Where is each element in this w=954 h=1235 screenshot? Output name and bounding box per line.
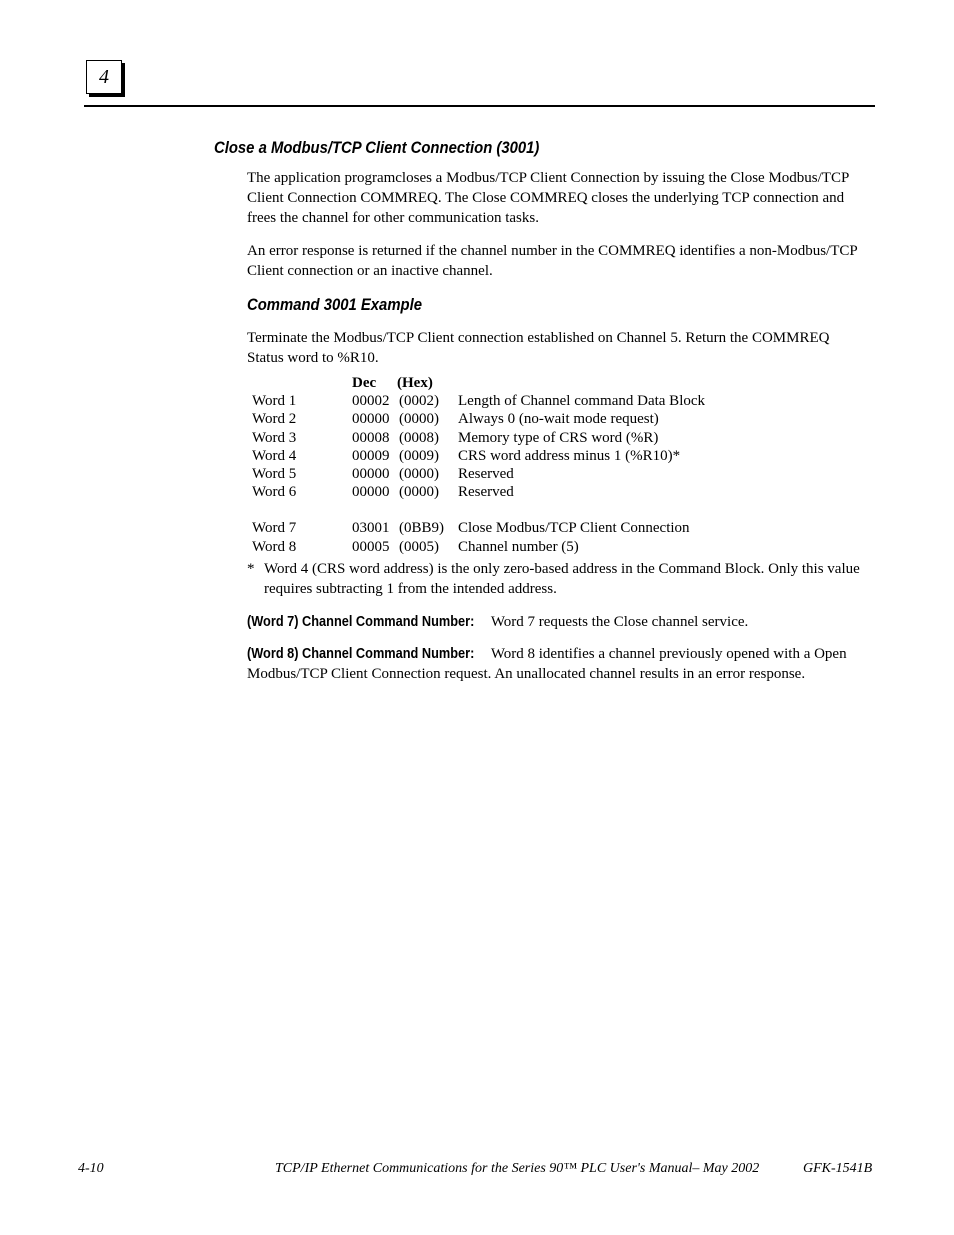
word-label: Word 4 — [252, 447, 297, 464]
hex-value: (0000) — [399, 484, 439, 501]
section-paragraph-1: The application programcloses a Modbus/TCP Client Connection by issuing the Close Modbus/TCP Client Connection COMMREQ. The Close COMMREQ closes the underlying TCP connection and frees the channel for other communication tasks. — [247, 170, 849, 226]
word-description: Always 0 (no-wait mode request) — [458, 411, 659, 428]
header-dec: Dec — [352, 375, 377, 391]
dec-value: 00009 — [352, 447, 390, 464]
word-label: Word 7 — [252, 520, 297, 537]
dec-value: 03001 — [352, 520, 390, 537]
footer-manual-title: TCP/IP Ethernet Communications for the Series 90™ PLC User's Manual– May 2002 — [275, 1161, 760, 1176]
header-rule — [84, 105, 875, 107]
hex-value: (0BB9) — [399, 520, 444, 537]
definition-word-8 — [247, 644, 867, 684]
word-label: Word 6 — [252, 484, 297, 501]
definition-term: (Word 8) Channel Command Number: — [247, 646, 475, 662]
section-title: Close a Modbus/TCP Client Connection (3001) — [214, 139, 540, 157]
word-description: CRS word address minus 1 (%R10)* — [458, 447, 681, 464]
chapter-number-box — [86, 60, 122, 94]
section-paragraph-2: An error response is returned if the channel number in the COMMREQ identifies a non-Modbus/TCP Client connection or an inactive channel. — [247, 243, 858, 279]
example-title: Command 3001 Example — [247, 296, 422, 314]
dec-value: 00000 — [352, 411, 390, 428]
word-description: Length of Channel command Data Block — [458, 393, 706, 410]
hex-value: (0009) — [399, 447, 439, 464]
word-description: Memory type of CRS word (%R) — [458, 429, 659, 446]
footnote-marker: * — [247, 561, 255, 577]
dec-value: 00000 — [352, 465, 390, 482]
hex-value: (0008) — [399, 429, 439, 446]
chapter-number: 4 — [99, 66, 109, 88]
word-label: Word 8 — [252, 538, 297, 555]
dec-value: 00002 — [352, 393, 390, 410]
word-description: Close Modbus/TCP Client Connection — [458, 520, 690, 537]
definition-text: Word 8 identifies a channel previously opened with a Open Modbus/TCP Client Connection request. An unallocated channel results in an error response. — [247, 646, 847, 682]
footer-page-number: 4-10 — [78, 1161, 104, 1176]
word-label: Word 1 — [252, 393, 297, 410]
dec-value: 00008 — [352, 429, 390, 446]
word-description: Reserved — [458, 484, 514, 501]
footnote-text: Word 4 (CRS word address) is the only zero-based address in the Command Block. Only this value requires subtracting 1 from the intended address. — [264, 561, 860, 597]
hex-value: (0002) — [399, 393, 439, 410]
word-description: Reserved — [458, 465, 514, 482]
header-hex: (Hex) — [397, 375, 433, 391]
definition-word-7 — [247, 612, 867, 632]
dec-value: 00005 — [352, 538, 390, 555]
word-label: Word 2 — [252, 411, 297, 428]
word-description: Channel number (5) — [458, 538, 579, 555]
footer-document-id: GFK-1541B — [803, 1161, 873, 1176]
dec-value: 00000 — [352, 484, 390, 501]
hex-value: (0000) — [399, 411, 439, 428]
definition-term: (Word 7) Channel Command Number: — [247, 614, 475, 630]
definition-text: Word 7 requests the Close channel service. — [490, 614, 749, 630]
example-intro: Terminate the Modbus/TCP Client connection established on Channel 5. Return the COMMREQ Status word to %R10. — [247, 330, 830, 366]
word-label: Word 3 — [252, 429, 297, 446]
hex-value: (0000) — [399, 465, 439, 482]
table-footnote — [247, 559, 867, 599]
word-label: Word 5 — [252, 465, 297, 482]
hex-value: (0005) — [399, 538, 439, 555]
